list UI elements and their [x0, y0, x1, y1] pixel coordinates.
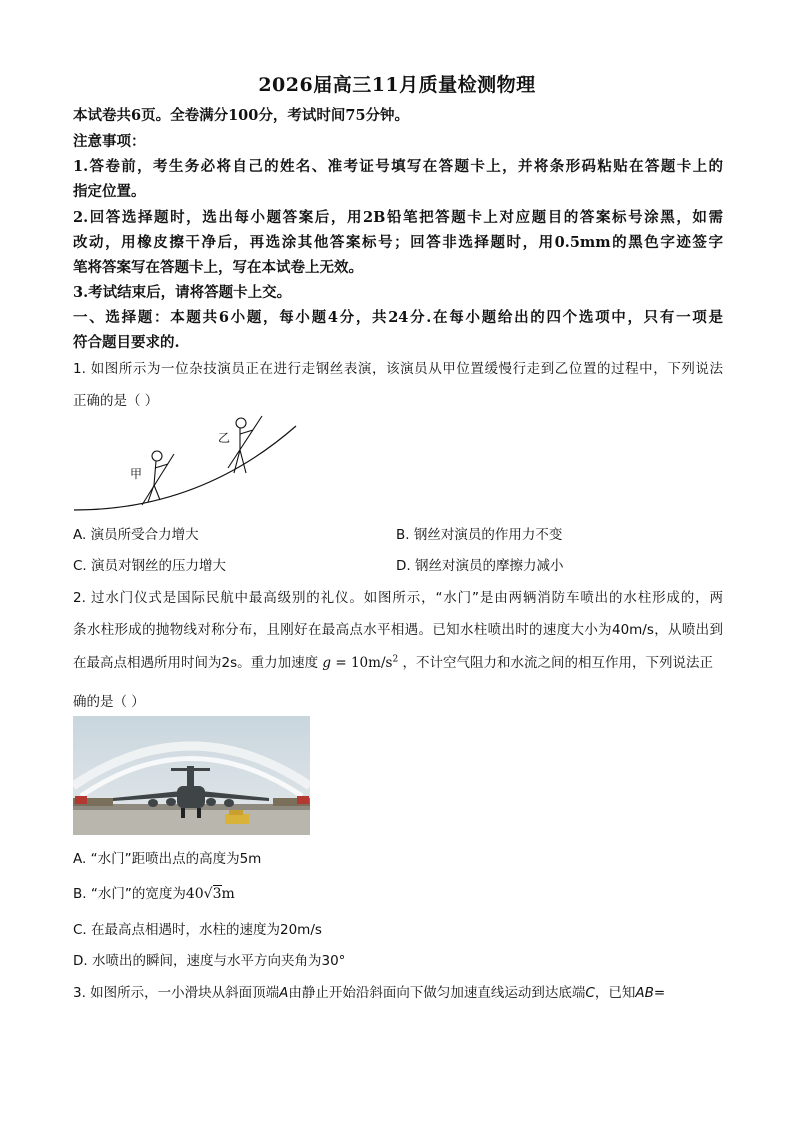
water-gate-photo [73, 716, 310, 835]
q2-option-a: A. “水门”距喷出点的高度为5m [73, 851, 262, 867]
q2-option-c: C. 在最高点相遇时，水柱的速度为20m/s [73, 922, 322, 938]
section-1-heading-cont: 符合题目要求的. [73, 334, 180, 351]
q1-option-b: B. 钢丝对演员的作用力不变 [396, 527, 563, 543]
exam-intro: 本试卷共6页。全卷满分100分，考试时间75分钟。 [73, 107, 410, 124]
notice-line-5: 笔将答案写在答题卡上，写在本试卷上无效。 [73, 259, 363, 276]
q2-stem-line-3-post: ，不计空气阻力和水流之间的相互作用，下列说法正 [402, 655, 713, 671]
q2-stem-line-3 [73, 651, 713, 671]
q1-option-a: A. 演员所受合力增大 [73, 527, 199, 543]
label-yi: 乙 [218, 431, 231, 445]
notice-line-4: 改动，用橡皮擦干净后，再选涂其他答案标号；回答非选择题时，用0.5mm的黑色字迹签字 [73, 234, 723, 251]
label-jia: 甲 [130, 467, 143, 481]
q2-stem-line-1: 2. 过水门仪式是国际民航中最高级别的礼仪。如图所示，“水门”是由两辆消防车喷出的水柱形成的，两 [73, 590, 723, 606]
q1-option-d: D. 钢丝对演员的摩擦力减小 [396, 558, 564, 574]
exam-title: 2026届高三11月质量检测物理 [258, 74, 536, 96]
performer-yi-figure [228, 416, 262, 473]
q1-stem-line-2: 正确的是（ ） [73, 393, 159, 409]
notice-line-2: 指定位置。 [73, 183, 146, 200]
q3-stem-line-1: 3. 如图所示，一小滑块从斜面顶端A由静止开始沿斜面向下做匀加速直线运动到达底端C，已知AB= [73, 985, 666, 1001]
q1-option-c: C. 演员对钢丝的压力增大 [73, 558, 227, 574]
q2-stem-line-4: 确的是（ ） [73, 694, 145, 710]
q2-gravity-formula: $g = 10m/s^2$ [322, 654, 399, 671]
q2-option-b: B. “水门”的宽度为40√3m [73, 886, 235, 902]
notice-line-1: 1.答卷前，考生务必将自己的姓名、准考证号填写在答题卡上，并将条形码粘贴在答题卡上的 [73, 158, 723, 175]
q1-tightrope-figure [70, 410, 310, 515]
q2-stem-line-2: 条水柱形成的抛物线对称分布，且刚好在最高点水平相遇。已知水柱喷出时的速度大小为40m/s，从喷出到 [73, 622, 723, 638]
section-1-heading: 一、选择题：本题共6小题，每小题4分，共24分.在每小题给出的四个选项中，只有一项是 [73, 309, 723, 326]
notice-line-3: 2.回答选择题时，选出每小题答案后，用2B铅笔把答题卡上对应题目的答案标号涂黑，如需 [73, 209, 723, 226]
notice-heading: 注意事项： [73, 133, 146, 150]
q1-stem-line-1: 1. 如图所示为一位杂技演员正在进行走钢丝表演，该演员从甲位置缓慢行走到乙位置的过程中，下列说法 [73, 361, 723, 377]
notice-line-6: 3.考试结束后，请将答题卡上交。 [73, 284, 292, 301]
q2-option-d: D. 水喷出的瞬间，速度与水平方向夹角为30° [73, 953, 346, 969]
q2-stem-line-3-pre: 在最高点相遇所用时间为2s。重力加速度 [73, 655, 319, 671]
